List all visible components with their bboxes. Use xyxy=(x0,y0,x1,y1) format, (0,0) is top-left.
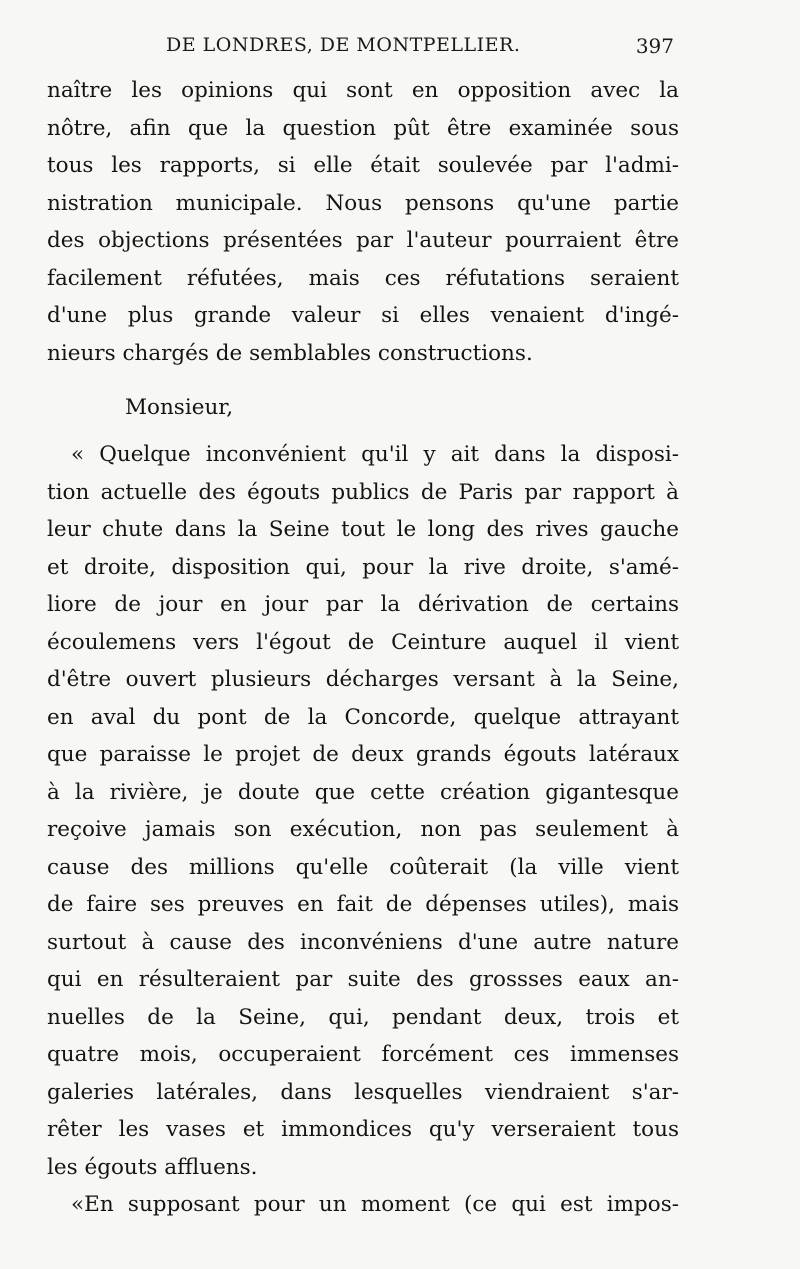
text-line: nistration municipale. Nous pensons qu'une partie xyxy=(47,190,679,216)
text-line: de faire ses preuves en fait de dépenses utiles), mais xyxy=(47,892,679,917)
text-line: tous les rapports, si elle était soulevée par l'admi- xyxy=(47,153,679,178)
text-line: d'une plus grande valeur si elles venaient d'ingé- xyxy=(47,303,679,328)
text-line: à la rivière, je doute que cette création gigantesque xyxy=(47,779,679,805)
text-line: rêter les vases et immondices qu'y verseraient tous xyxy=(47,1117,679,1142)
text-line: des objections présentées par l'auteur pourraient être xyxy=(47,228,679,253)
text-line: quatre mois, occuperaient forcément ces immenses xyxy=(47,1042,679,1067)
letter-paragraph xyxy=(47,1186,679,1224)
text-line: d'être ouvert plusieurs décharges versant à la Seine, xyxy=(47,667,679,692)
text-line: «En supposant pour un moment (ce qui est impos- xyxy=(71,1192,679,1217)
text-line: galeries latérales, dans lesquelles viendraient s'ar- xyxy=(47,1079,679,1105)
page-number: 397 xyxy=(635,34,674,58)
text-line: les égouts affluens. xyxy=(47,1154,258,1180)
text-line: écoulemens vers l'égout de Ceinture auquel il vient xyxy=(47,629,679,655)
text-line: que paraisse le projet de deux grands égouts latéraux xyxy=(47,742,679,767)
text-line: reçoive jamais son exécution, non pas seulement à xyxy=(47,817,679,842)
text-line: facilement réfutées, mais ces réfutations seraient xyxy=(47,265,679,291)
running-title: DE LONDRES, DE MONTPELLIER. xyxy=(166,34,521,56)
text-line: nieurs chargés de semblables constructions. xyxy=(47,340,533,366)
text-line: tion actuelle des égouts publics de Paris par rapport à xyxy=(47,479,679,505)
text-line: liore de jour en jour par la dérivation de certains xyxy=(47,592,679,617)
text-line: qui en résulteraient par suite des grossses eaux an- xyxy=(47,967,679,992)
salutation: Monsieur, xyxy=(125,395,234,420)
page-header xyxy=(166,34,674,64)
text-line: en aval du pont de la Concorde, quelque attrayant xyxy=(47,704,679,730)
text-line: nuelles de la Seine, qui, pendant deux, trois et xyxy=(47,1004,679,1030)
letter-paragraph xyxy=(47,436,679,1186)
text-line: « Quelque inconvénient qu'il y ait dans la disposi- xyxy=(71,442,679,467)
text-line: surtout à cause des inconvéniens d'une autre nature xyxy=(47,929,679,955)
text-line: cause des millions qu'elle coûterait (la ville vient xyxy=(47,854,679,880)
paragraph-continuation xyxy=(47,72,679,372)
text-line: nôtre, afin que la question pût être examinée sous xyxy=(47,115,679,141)
body-text xyxy=(47,72,679,1224)
text-line: leur chute dans la Seine tout le long des rives gauche xyxy=(47,517,679,542)
text-line: et droite, disposition qui, pour la rive droite, s'amé- xyxy=(47,554,679,580)
text-line: naître les opinions qui sont en opposition avec la xyxy=(47,78,679,103)
